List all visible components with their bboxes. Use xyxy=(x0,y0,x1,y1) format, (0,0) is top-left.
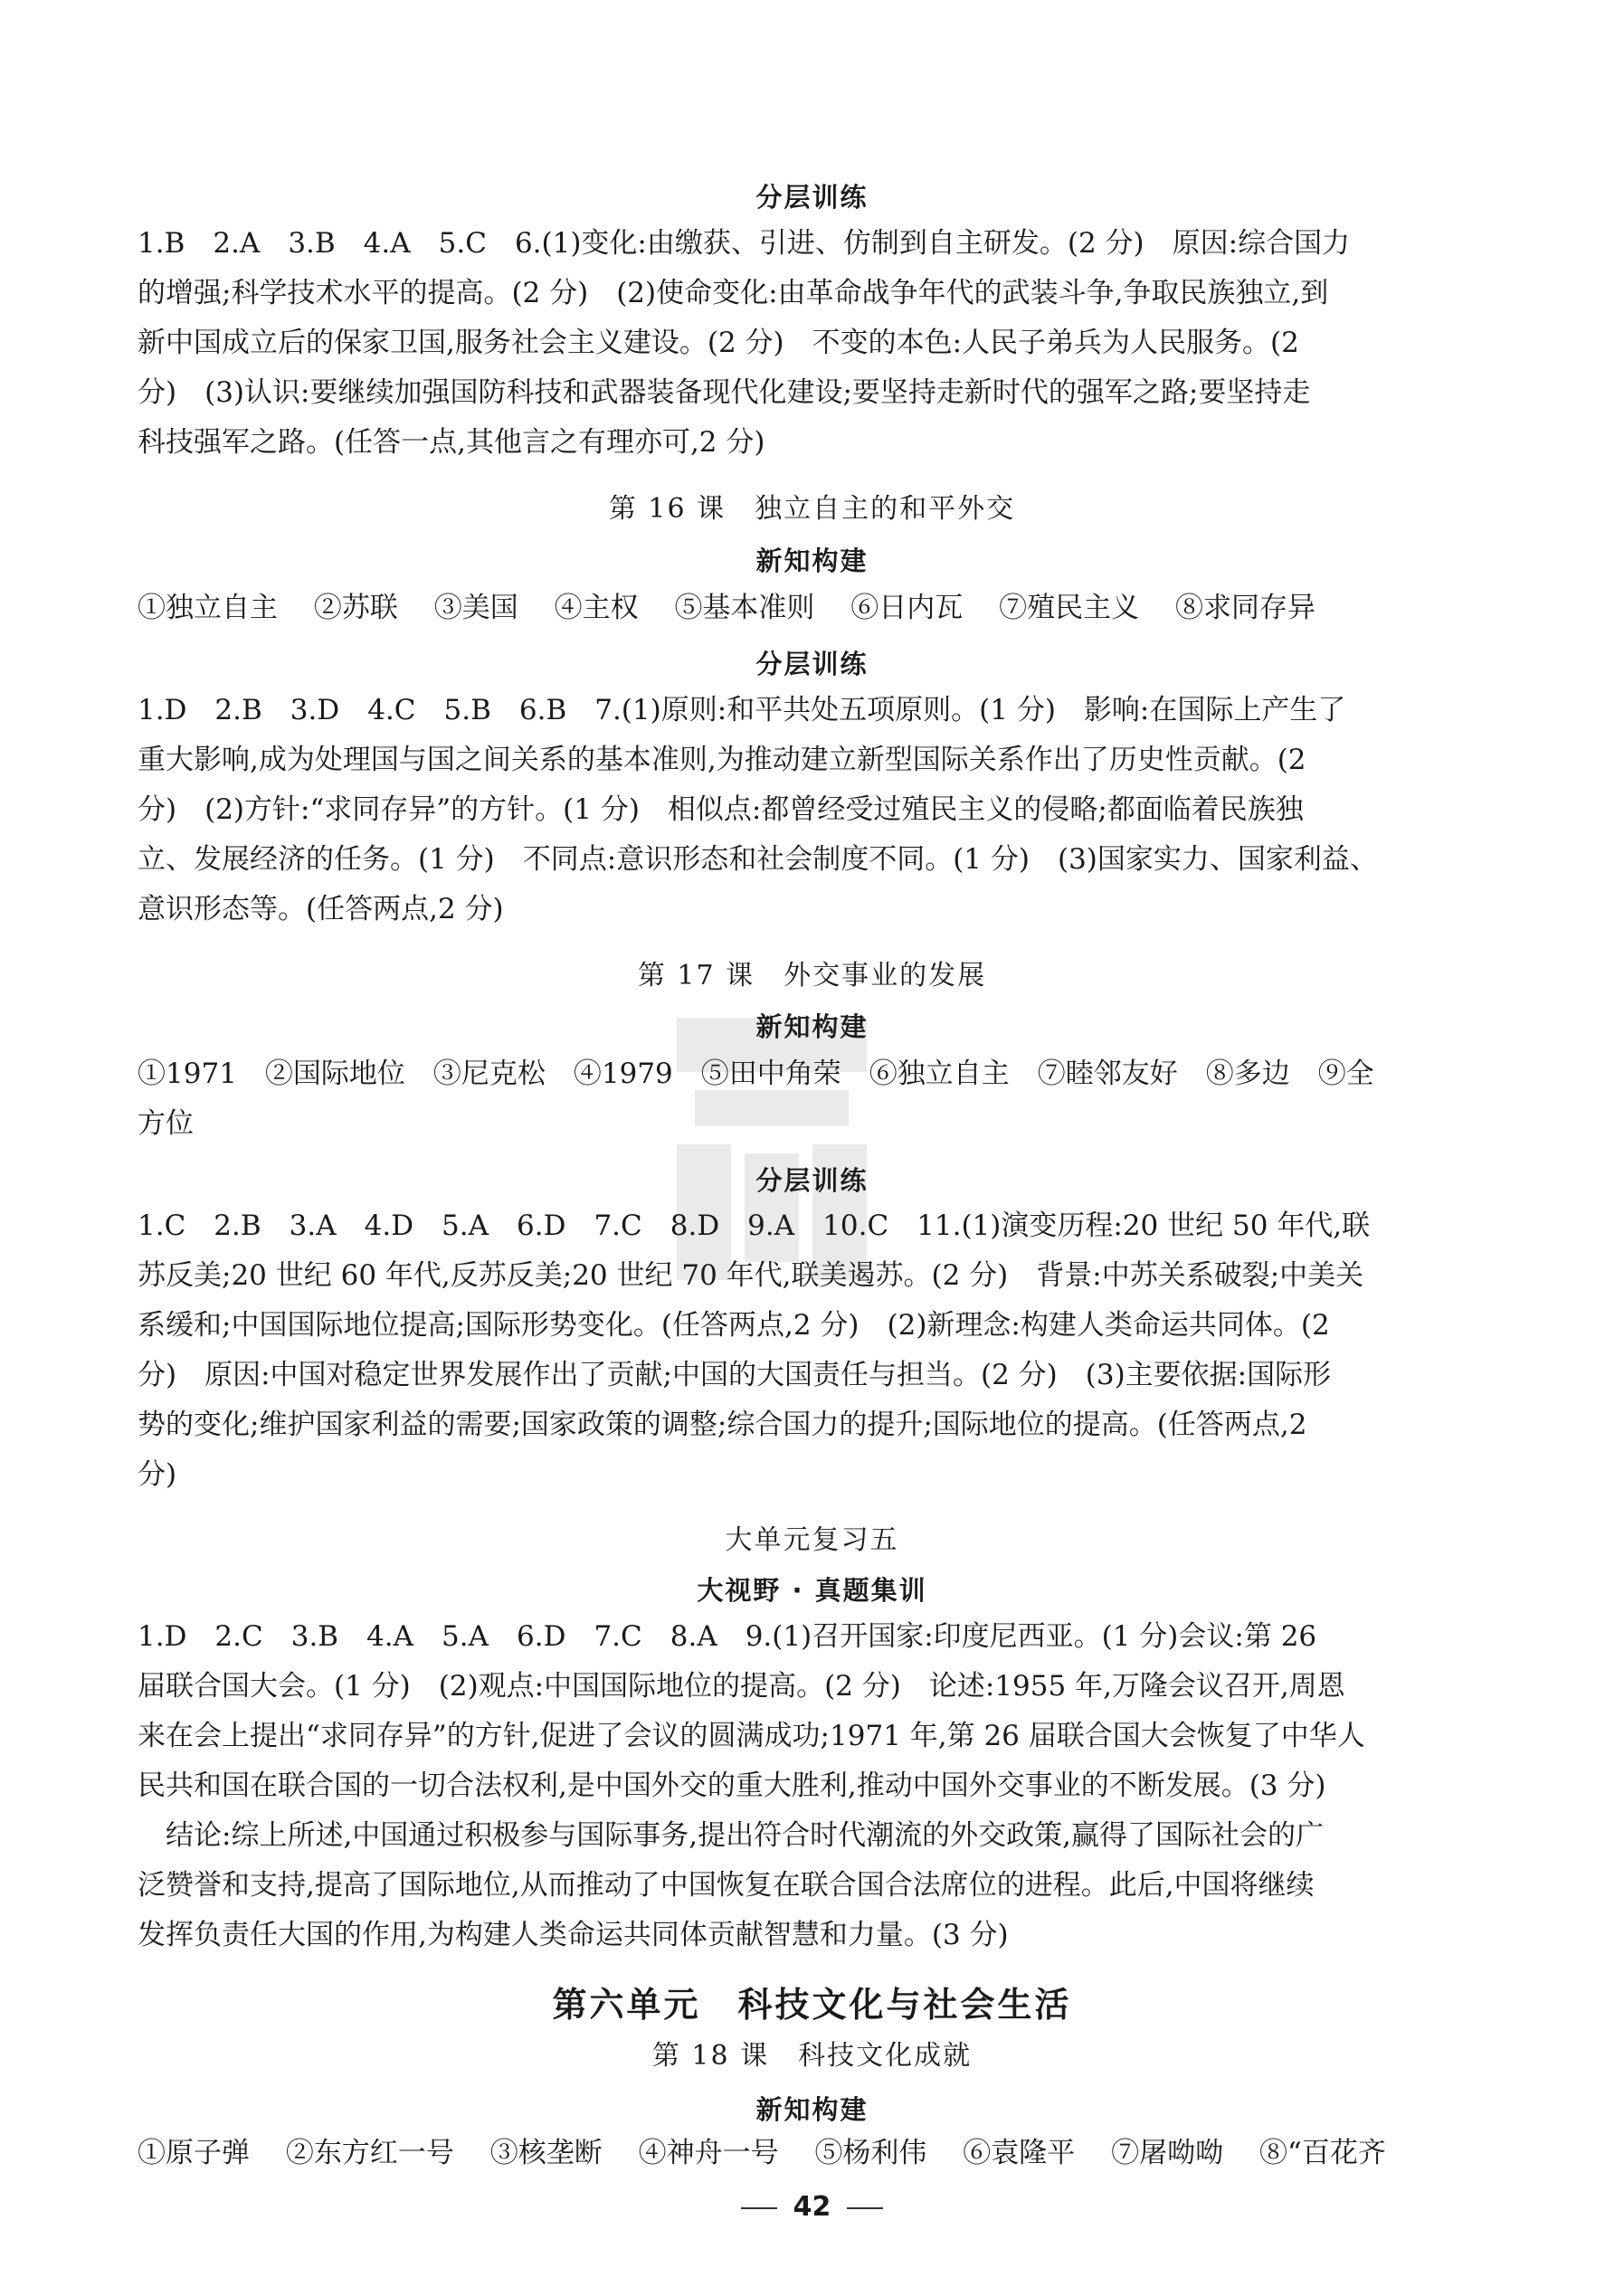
answer-item: ⑦殖民主义 xyxy=(999,592,1140,624)
text-line: 民共和国在联合国的一切合法权利,是中国外交的重大胜利,推动中国外交事业的不断发展。(3 分) xyxy=(138,1769,1326,1802)
review-title: 大单元复习五 xyxy=(725,1524,899,1556)
section-title-layered-training: 分层训练 xyxy=(755,182,869,213)
answer-item: ⑥日内瓦 xyxy=(850,592,964,624)
section-title-layered-training: 分层训练 xyxy=(755,1165,869,1196)
answer-items xyxy=(138,583,1458,633)
text-line: 新中国成立后的保家卫国,服务社会主义建设。(2 分) 不变的本色:人民子弟兵为人民服务。(2 xyxy=(138,327,1299,359)
answer-item: ③美国 xyxy=(433,592,518,624)
answer-paragraph xyxy=(138,1049,1449,1149)
text-line: 1.B 2.A 3.B 4.A 5.C 6.(1)变化:由缴获、引进、仿制到自主研发。(2 分) 原因:综合国力 xyxy=(138,227,1351,260)
text-line: 届联合国大会。(1 分) (2)观点:中国国际地位的提高。(2 分) 论述:1955 年,万隆会议召开,周恩 xyxy=(138,1670,1345,1703)
answer-item: ④主权 xyxy=(554,592,639,624)
answer-item: ⑧“百花齐 xyxy=(1259,2137,1386,2169)
text-line: 分) (3)认识:要继续加强国防科技和武器装备现代化建设;要坚持走新时代的强军之路;要坚持走 xyxy=(138,376,1311,409)
text-line: 来在会上提出“求同存异”的方针,促进了会议的圆满成功;1971 年,第 26 届联合国大会恢复了中华人 xyxy=(138,1720,1365,1752)
answer-paragraph xyxy=(138,686,1449,935)
text-line: 1.D 2.C 3.B 4.A 5.A 6.D 7.C 8.A 9.(1)召开国家:印度尼西亚。(1 分)会议:第 26 xyxy=(138,1620,1317,1653)
text-line: 重大影响,成为处理国与国之间关系的基本准则,为推动建立新型国际关系作出了历史性贡献。(2 xyxy=(138,744,1306,776)
text-line: 势的变化;维护国家利益的需要;国家政策的调整;综合国力的提升;国际地位的提高。(任答两点,2 xyxy=(138,1409,1307,1441)
section-title-new-knowledge: 新知构建 xyxy=(755,1011,869,1042)
text-line: 分) 原因:中国对稳定世界发展作出了贡献;中国的大国责任与担当。(2 分) (3)主要依据:国际形 xyxy=(138,1359,1332,1391)
text-line: 苏反美;20 世纪 60 年代,反苏反美;20 世纪 70 年代,联美遏苏。(2 分) 背景:中苏关系破裂;中美关 xyxy=(138,1259,1364,1292)
unit-title: 第六单元 科技文化与社会生活 xyxy=(552,1985,1072,2025)
answer-item: ⑤杨利伟 xyxy=(814,2137,927,2169)
text-line: 科技强军之路。(任答一点,其他言之有理亦可,2 分) xyxy=(138,426,765,459)
text-line: 泛赞誉和支持,提高了国际地位,从而推动了中国恢复在联合国合法席位的进程。此后,中国将继续 xyxy=(138,1869,1315,1902)
answer-item: ④神舟一号 xyxy=(638,2137,779,2169)
page-number-value: 42 xyxy=(793,2191,831,2223)
answer-item: ⑦屠呦呦 xyxy=(1111,2137,1224,2169)
text-line: 发挥负责任大国的作用,为构建人类命运共同体贡献智慧和力量。(3 分) xyxy=(138,1919,1009,1951)
answer-paragraph xyxy=(138,1201,1449,1500)
lesson-title: 第 18 课 科技文化成就 xyxy=(651,2040,973,2072)
section-title-layered-training: 分层训练 xyxy=(755,649,869,679)
section-title-new-knowledge: 新知构建 xyxy=(755,2094,869,2125)
text-line: 分) xyxy=(138,1458,177,1491)
text-line: 系缓和;中国国际地位提高;国际形势变化。(任答两点,2 分) (2)新理念:构建人类命运共同体。(2 xyxy=(138,1309,1330,1342)
text-line: 立、发展经济的任务。(1 分) 不同点:意识形态和社会制度不同。(1 分) (3)国家实力、国家利益、 xyxy=(138,843,1378,876)
text-line: 意识形态等。(任答两点,2 分) xyxy=(138,893,504,925)
lesson-title: 第 16 课 独立自主的和平外交 xyxy=(608,493,1016,525)
answer-item: ⑥袁隆平 xyxy=(963,2137,1076,2169)
page-number xyxy=(0,2191,1624,2223)
answer-item: ①原子弹 xyxy=(138,2137,250,2169)
dash-right xyxy=(847,2207,883,2209)
answer-items xyxy=(138,2129,1458,2178)
text-line: 结论:综上所述,中国通过积极参与国际事务,提出符合时代潮流的外交政策,赢得了国际社会的广 xyxy=(138,1819,1325,1852)
answer-paragraph xyxy=(138,1612,1449,1960)
text-line: ①1971 ②国际地位 ③尼克松 ④1979 ⑤田中角荣 ⑥独立自主 ⑦睦邻友好 ⑧多边 ⑨全 xyxy=(138,1058,1374,1090)
answer-item: ③核垄断 xyxy=(489,2137,603,2169)
text-line: 1.C 2.B 3.A 4.D 5.A 6.D 7.C 8.D 9.A 10.C 11.(1)演变历程:20 世纪 50 年代,联 xyxy=(138,1210,1371,1242)
text-line: 方位 xyxy=(138,1107,194,1140)
answer-item: ⑧求同存异 xyxy=(1175,592,1316,624)
lesson-title: 第 17 课 外交事业的发展 xyxy=(637,960,987,991)
text-line: 的增强;科学技术水平的提高。(2 分) (2)使命变化:由革命战争年代的武装斗争,争取民族独立,到 xyxy=(138,277,1329,309)
text-line: 分) (2)方针:“求同存异”的方针。(1 分) 相似点:都曾经受过殖民主义的侵略;都面临着民族独 xyxy=(138,793,1304,826)
section-title-new-knowledge: 新知构建 xyxy=(755,546,869,576)
dash-left xyxy=(741,2207,777,2209)
answer-item: ②苏联 xyxy=(313,592,398,624)
answer-item: ⑤基本准则 xyxy=(674,592,815,624)
answer-paragraph xyxy=(138,219,1449,468)
answer-item: ①独立自主 xyxy=(138,592,278,624)
text-line: 1.D 2.B 3.D 4.C 5.B 6.B 7.(1)原则:和平共处五项原则。(1 分) 影响:在国际上产生了 xyxy=(138,694,1346,726)
section-title-exam-practice: 大视野 · 真题集训 xyxy=(697,1575,927,1606)
answer-item: ②东方红一号 xyxy=(285,2137,454,2169)
